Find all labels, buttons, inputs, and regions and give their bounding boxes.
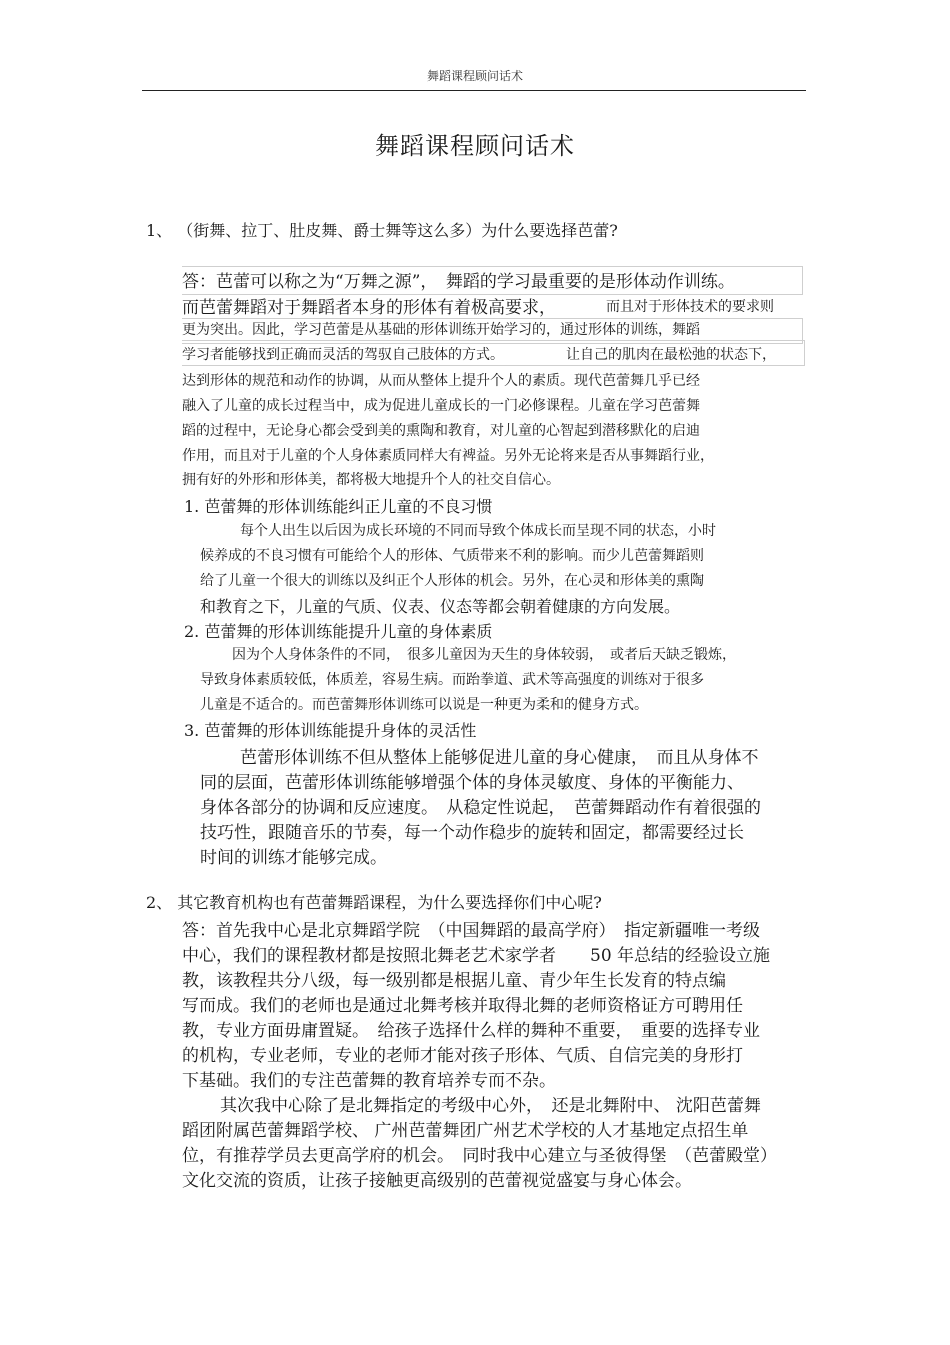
point-3-line: 技巧性，跟随音乐的节奏，每一个动作稳步的旋转和固定，都需要经过长 xyxy=(200,823,744,843)
q1-answer-line: 让自己的肌肉在最松弛的状态下， xyxy=(566,347,776,363)
point-2-line: 因为个人身体条件的不同， 很多儿童因为天生的身体较弱， 或者后天缺乏锻炼， xyxy=(232,647,736,663)
point-3-heading: 3. 芭蕾舞的形体训练能提升身体的灵活性 xyxy=(184,721,477,740)
question-1: 1、 （街舞、拉丁、肚皮舞、爵士舞等这么多）为什么要选择芭蕾? xyxy=(146,221,618,240)
q2-answer-line: 位，有推荐学员去更高学府的机会。 同时我中心建立与圣彼得堡 （芭蕾殿堂） xyxy=(182,1146,777,1166)
point-2-heading: 2. 芭蕾舞的形体训练能提升儿童的身体素质 xyxy=(184,622,493,641)
point-1-line: 和教育之下，儿童的气质、仪表、仪态等都会朝着健康的方向发展。 xyxy=(200,597,681,616)
point-1-line: 每个人出生以后因为成长环境的不同而导致个体成长而呈现不同的状态，小时 xyxy=(240,523,716,539)
q2-answer-line: 答：首先我中心是北京舞蹈学院 （中国舞蹈的最高学府） 指定新疆唯一考级 xyxy=(182,921,760,941)
q1-answer-line: 作用，而且对于儿童的个人身体素质同样大有裨益。另外无论将来是否从事舞蹈行业， xyxy=(182,448,714,464)
q1-answer-line: 而芭蕾舞蹈对于舞蹈者本身的形体有着极高要求， xyxy=(182,298,556,318)
header-divider xyxy=(142,90,806,91)
q2-answer-line: 蹈团附属芭蕾舞蹈学校、 广州芭蕾舞团广州艺术学校的人才基地定点招生单 xyxy=(182,1121,749,1141)
q2-answer-line: 教，专业方面毋庸置疑。 给孩子选择什么样的舞种不重要， 重要的选择专业 xyxy=(182,1021,760,1041)
page-header: 舞蹈课程顾问话术 xyxy=(426,69,523,83)
point-3-line: 芭蕾形体训练不但从整体上能够促进儿童的身心健康， 而且从身体不 xyxy=(240,748,759,768)
point-1-heading: 1. 芭蕾舞的形体训练能纠正儿童的不良习惯 xyxy=(184,497,493,516)
q1-answer-box xyxy=(182,340,805,366)
point-3-line: 同的层面，芭蕾形体训练能够增强个体的身体灵敏度、身体的平衡能力、 xyxy=(200,773,744,793)
q1-answer-line: 更为突出。因此，学习芭蕾是从基础的形体训练开始学习的，通过形体的训练，舞蹈 xyxy=(182,318,803,344)
q2-answer-line: 下基础。我们的专注芭蕾舞的教育培养专而不杂。 xyxy=(182,1071,556,1091)
q1-answer-line: 融入了儿童的成长过程当中，成为促进儿童成长的一门必修课程。儿童在学习芭蕾舞 xyxy=(182,398,700,414)
question-2: 2、 其它教育机构也有芭蕾舞蹈课程，为什么要选择你们中心呢? xyxy=(146,893,602,912)
q1-answer-line: 答：芭蕾可以称之为“万舞之源”， 舞蹈的学习最重要的是形体动作训练。 xyxy=(182,266,803,295)
point-1-line: 候养成的不良习惯有可能给个人的形体、气质带来不利的影响。而少儿芭蕾舞蹈则 xyxy=(200,548,704,564)
q2-answer-line: 文化交流的资质，让孩子接触更高级别的芭蕾视觉盛宴与身心体会。 xyxy=(182,1171,692,1191)
q2-answer-line: 写而成。我们的老师也是通过北舞考核并取得北舞的老师资格证方可聘用任 xyxy=(182,996,743,1016)
point-1-line: 给了儿童一个很大的训练以及纠正个人形体的机会。另外，在心灵和形体美的熏陶 xyxy=(200,573,704,589)
point-3-line: 时间的训练才能够完成。 xyxy=(200,848,387,868)
q2-answer-line: 中心，我们的课程教材都是按照北舞老艺术家学者 50 年总结的经验设立施 xyxy=(182,946,771,966)
q1-answer-line: 蹈的过程中，无论身心都会受到美的熏陶和教育，对儿童的心智起到潜移默化的启迪 xyxy=(182,423,700,439)
q1-answer-line: 学习者能够找到正确而灵活的驾驭自己肢体的方式。 xyxy=(182,347,504,363)
q2-answer-line: 其次我中心除了是北舞指定的考级中心外， 还是北舞附中、 沈阳芭蕾舞 xyxy=(220,1096,761,1116)
q1-answer-line: 而且对于形体技术的要求则 xyxy=(606,299,774,315)
q1-answer-line: 拥有好的外形和形体美，都将极大地提升个人的社交自信心。 xyxy=(182,472,560,488)
q2-answer-line: 的机构，专业老师，专业的老师才能对孩子形体、气质、自信完美的身形打 xyxy=(182,1046,743,1066)
document-title: 舞蹈课程顾问话术 xyxy=(375,132,575,160)
point-3-line: 身体各部分的协调和反应速度。 从稳定性说起， 芭蕾舞蹈动作有着很强的 xyxy=(200,798,761,818)
point-2-line: 儿童是不适合的。而芭蕾舞形体训练可以说是一种更为柔和的健身方式。 xyxy=(200,697,648,713)
point-2-line: 导致身体素质较低，体质差，容易生病。而跆拳道、武术等高强度的训练对于很多 xyxy=(200,672,704,688)
q2-answer-line: 教，该教程共分八级，每一级别都是根据儿童、青少年生长发育的特点编 xyxy=(182,971,726,991)
q1-answer-line: 达到形体的规范和动作的协调，从而从整体上提升个人的素质。现代芭蕾舞几乎已经 xyxy=(182,373,700,389)
